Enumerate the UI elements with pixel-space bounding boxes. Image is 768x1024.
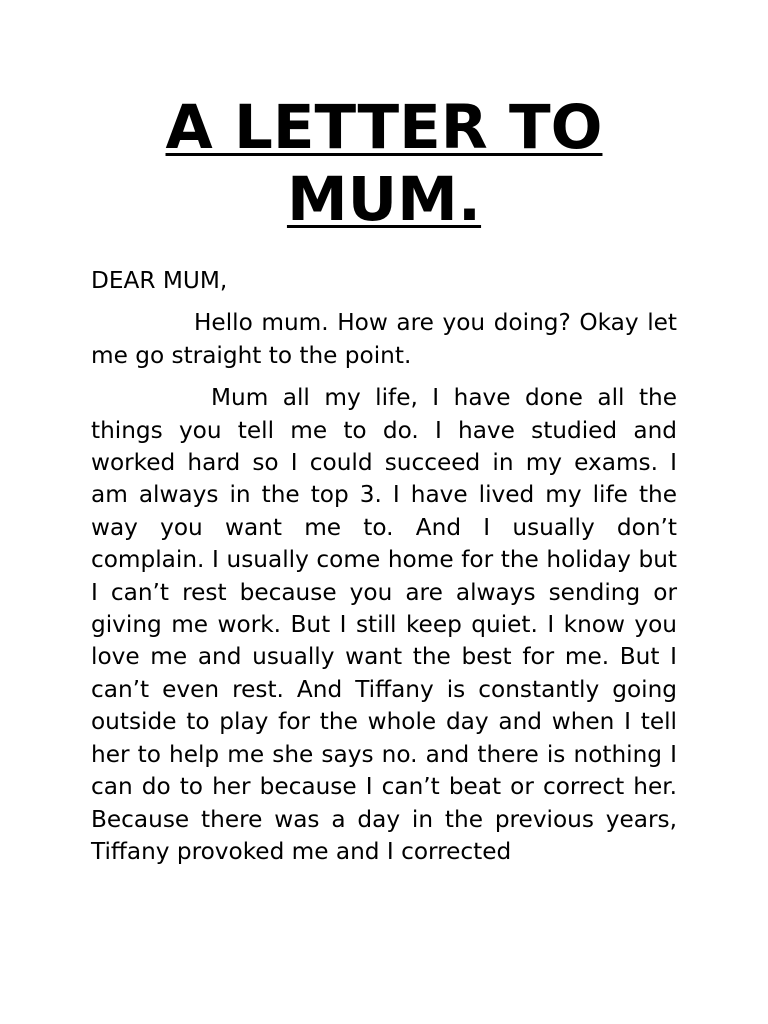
page-title [0,92,768,236]
paragraph-1: Hello mum. How are you doing? Okay let me go straight to the point. [91,309,677,369]
paragraph-2: Mum all my life, I have done all the things you tell me to do. I have studied and worked hard so I could succeed in my exams. I am always in the top 3. I have lived my life the way you want me to. And I usually don’t complain. I usually come home for the holiday but I can’t rest because you are always sending or giving me work. But I still keep quiet. I know you love me and usually want the best for me. But I can’t even rest. And Tiffany is constantly going outside to play for the whole day and when I tell her to help me she says no. and there is nothing I can do to her because I can’t beat or correct her. Because there was a day in the previous years, Tiffany provoked me and I corrected [91,384,677,865]
title-line-2: MUM. [286,164,482,235]
salutation: DEAR MUM, [91,267,228,294]
letter-body [91,265,677,878]
title-line-1: A LETTER TO [165,92,603,163]
